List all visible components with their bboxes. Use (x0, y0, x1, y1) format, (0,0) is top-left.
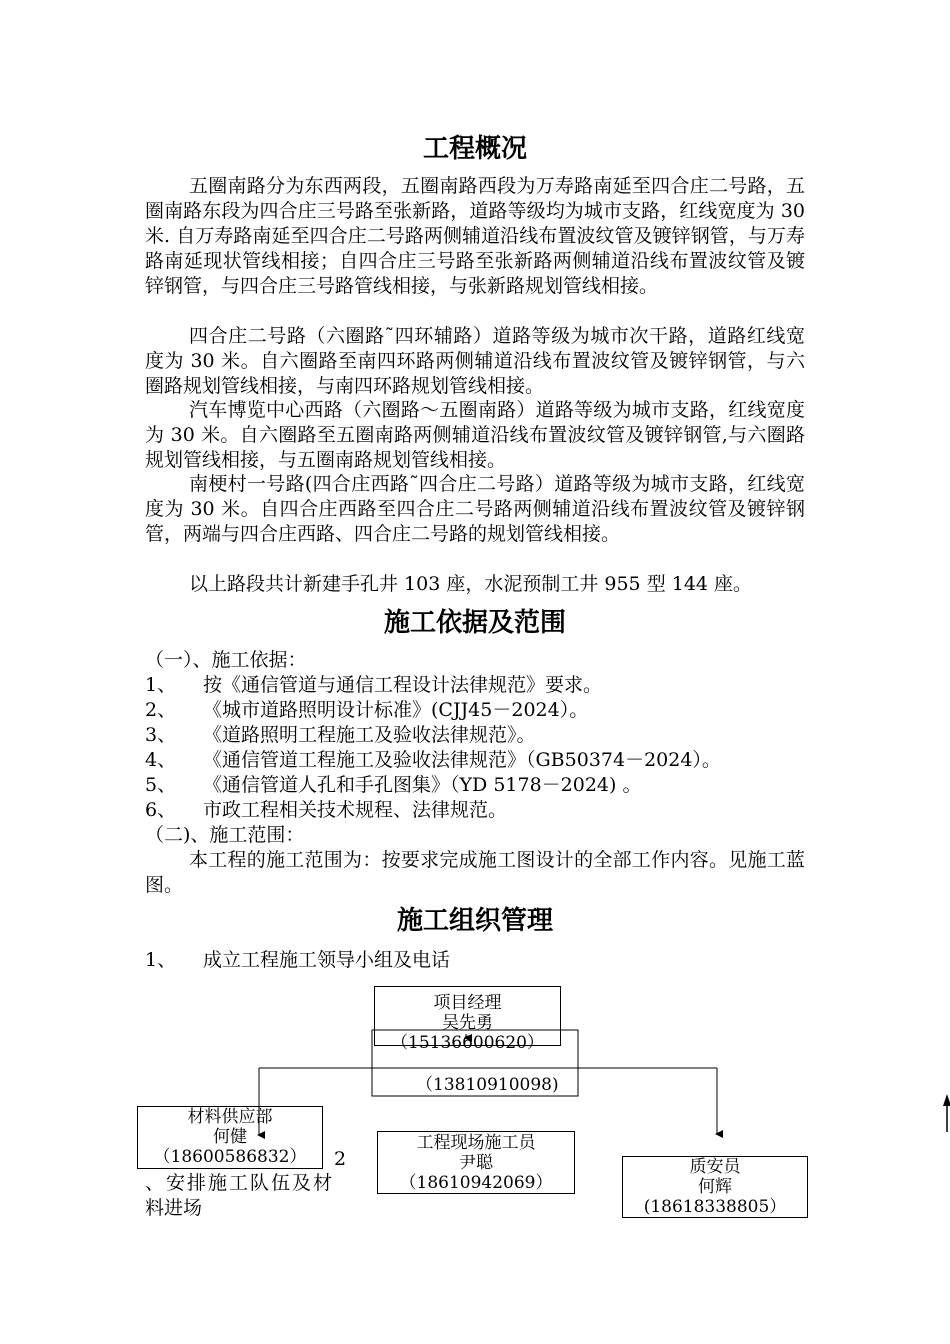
item-text: 《通信管道工程施工及验收法律规范》（GB50374－2024）。 (203, 749, 721, 771)
item-number: 6、 (145, 799, 177, 821)
item-number: 1、 (145, 674, 177, 696)
item-number: 4、 (145, 749, 177, 771)
manager-phone: （15136600620） (391, 1033, 544, 1053)
overview-paragraph-3: 汽车博览中心西路（六圈路～五圈南路）道路等级为城市支路，红线宽度为 30 米。自六圈路至五圈南路两侧辅道沿线布置波纹管及镀锌钢管,与六圈路规划管线相接，与五圈南路规划管线相接。 (145, 399, 805, 471)
edge-up-arrowhead (943, 1094, 950, 1106)
site-name: 尹聪 (459, 1153, 493, 1173)
materials-box (137, 1106, 323, 1169)
quality-name: 何辉 (698, 1177, 732, 1197)
org-item-2-number: 2 (334, 1148, 347, 1170)
item-number: 1、 (145, 949, 177, 971)
manager-box (374, 986, 561, 1053)
item-text: 按《通信管道与通信工程设计法律规范》要求。 (203, 674, 603, 696)
materials-title: 材料供应部 (187, 1107, 273, 1127)
overview-paragraph-2: 四合庄二号路（六圈路˜四环辅路）道路等级为城市次干路，道路红线宽度为 30 米。自六圈路至南四环路两侧辅道沿线布置波纹管及镀锌钢管，与六圈路规划管线相接，与南四环路规划管线相接。 (145, 325, 805, 397)
materials-phone: （18600586832） (153, 1147, 307, 1167)
scope-paragraph: 本工程的施工范围为：按要求完成施工图设计的全部工作内容。见施工蓝图。 (145, 849, 805, 896)
item-text: 成立工程施工领导小组及电话 (203, 949, 451, 971)
overview-heading: 工程概况 (422, 134, 527, 164)
overview-paragraph-5: 以上路段共计新建手孔井 103 座，水泥预制工井 955 型 144 座。 (189, 573, 753, 595)
overview-paragraph-4: 南梗村一号路(四合庄西路˜四合庄二号路）道路等级为城市支路，红线宽度为 30 米。自四合庄西路至四合庄二号路两侧辅道沿线布置波纹管及镀锌钢管，两端与四合庄西路、四合庄二号路的规划管线相接。 (145, 473, 805, 545)
basis-subheading: （一）、施工依据： (145, 649, 307, 671)
scope-subheading: （二)、施工范围： (145, 824, 305, 846)
manager-title: 项目经理 (433, 993, 502, 1013)
site-box (377, 1131, 575, 1194)
materials-name: 何健 (213, 1127, 247, 1147)
item-text: 《城市道路照明设计标准》(CJJ45－2024）。 (203, 699, 589, 721)
item-text: 《通信管道人孔和手孔图集》（YD 5178－2024) 。 (203, 774, 642, 796)
site-phone: （18610942069） (399, 1173, 553, 1193)
org-item-2-line-1: 、安排施工队伍及材 (145, 1172, 335, 1194)
item-text: 市政工程相关技术规程、法律规范。 (203, 799, 508, 821)
item-number: 2、 (145, 699, 177, 721)
overview-paragraph-1: 五圈南路分为东西两段，五圈南路西段为万寿路南延至四合庄二号路，五圈南路东段为四合庄三号路至张新路，道路等级均为城市支路，红线宽度为 30 米. 自万寿路南延至四合庄二号路两侧辅道沿线布置波纹管及镀锌钢管，与万寿路南延现状管线相接；自四合庄三号路至张新路两侧辅道沿线布置波纹管及镀锌钢管，与四合庄三号路管线相接，与张新路规划管线相接。 (145, 175, 805, 297)
quality-phone: (18618338805） (643, 1197, 787, 1217)
org-item-2-line-2: 料进场 (145, 1197, 203, 1219)
item-number: 3、 (145, 724, 177, 746)
item-text: 《道路照明工程施工及验收法律规范》。 (203, 724, 536, 746)
basis-heading: 施工依据及范围 (383, 608, 566, 638)
quality-title: 质安员 (689, 1157, 741, 1177)
item-number: 5、 (145, 774, 177, 796)
site-title: 工程现场施工员 (416, 1133, 536, 1153)
org-heading: 施工组织管理 (396, 906, 553, 936)
manager-name: 吴先勇 (442, 1013, 493, 1033)
quality-box (622, 1156, 808, 1218)
second-phone: （13810910098) (416, 1075, 559, 1095)
